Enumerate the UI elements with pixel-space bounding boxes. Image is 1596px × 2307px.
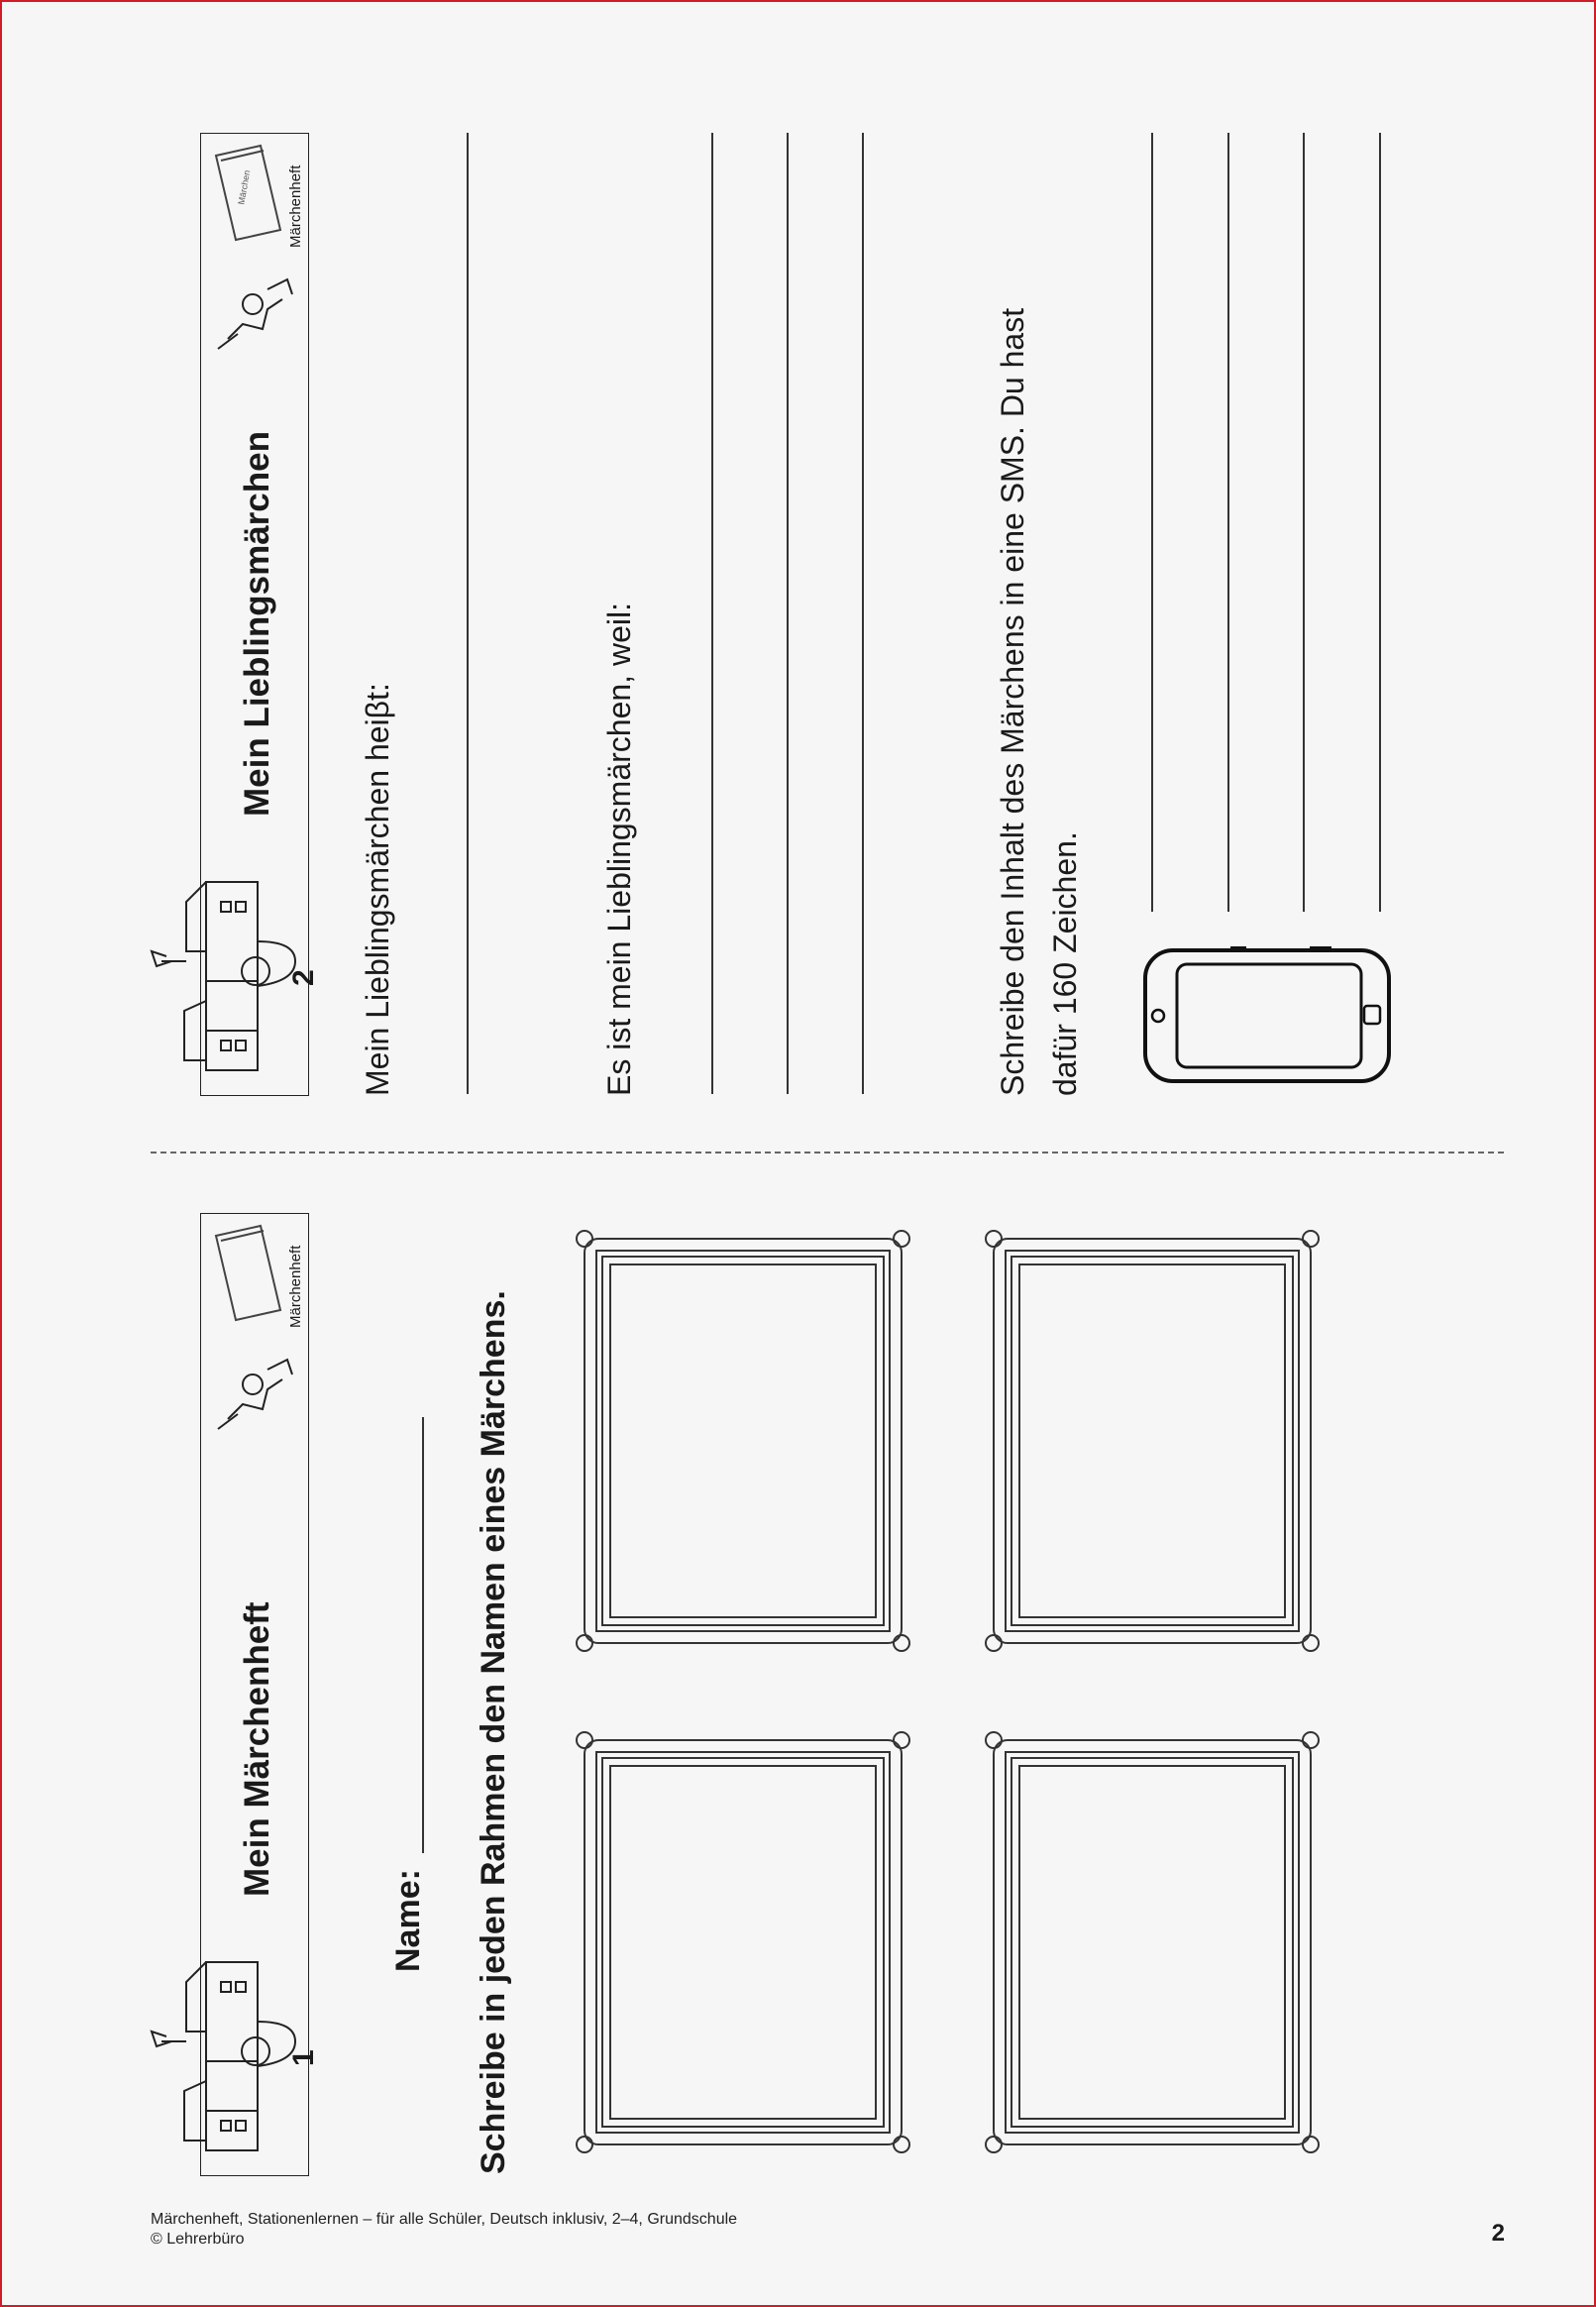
book-icon [206, 141, 285, 250]
writing-line [467, 133, 469, 1094]
writing-line [711, 133, 713, 1094]
knight-icon [208, 270, 297, 359]
upper-title: Mein Lieblingsmärchen [238, 431, 276, 817]
lower-title: Mein Märchenheft [238, 1601, 276, 1897]
name-line[interactable] [422, 1417, 424, 1853]
writing-line [1379, 133, 1381, 912]
writing-line [1227, 133, 1229, 912]
picture-frame[interactable] [575, 1229, 911, 1653]
writing-line [787, 133, 789, 1094]
knight-icon [208, 1350, 297, 1439]
picture-frame[interactable] [984, 1730, 1321, 2154]
prompt-name: Mein Lieblingsmärchen heiβt: [360, 683, 395, 1096]
footer [151, 2210, 737, 2250]
smartphone-icon [1141, 946, 1393, 1085]
name-label: Name: [389, 1869, 427, 1972]
cut-line [151, 1152, 1504, 1154]
footer-citation: Märchenheft, Stationenlernen – für alle Schüler, Deutsch inklusiv, 2–4, Grundschule [151, 2211, 738, 2228]
upper-badge: Märchenheft [287, 165, 304, 248]
picture-frame[interactable] [575, 1730, 911, 2154]
lower-number: 1 [287, 2049, 320, 2066]
book-icon [206, 1221, 285, 1330]
writing-line [1151, 133, 1153, 912]
prompt-why: Es ist mein Lieblingsmärchen, weil: [601, 603, 637, 1096]
footer-copyright: © Lehrerbüro [151, 2231, 245, 2248]
picture-frame[interactable] [984, 1229, 1321, 1653]
upper-number: 2 [287, 969, 320, 986]
writing-line [1303, 133, 1305, 912]
sms-instruction-line1: Schreibe den Inhalt des Märchens in eine SMS. Du hast [995, 307, 1030, 1096]
frame-instruction: Schreibe in jeden Rahmen den Namen eines Märchens. [475, 1290, 512, 2174]
lower-badge: Märchenheft [287, 1245, 304, 1328]
page-number: 2 [1491, 2220, 1505, 2247]
svg-text:Märchen: Märchen [236, 168, 253, 206]
sms-instruction-line2: dafür 160 Zeichen. [1047, 831, 1083, 1096]
writing-line [862, 133, 864, 1094]
